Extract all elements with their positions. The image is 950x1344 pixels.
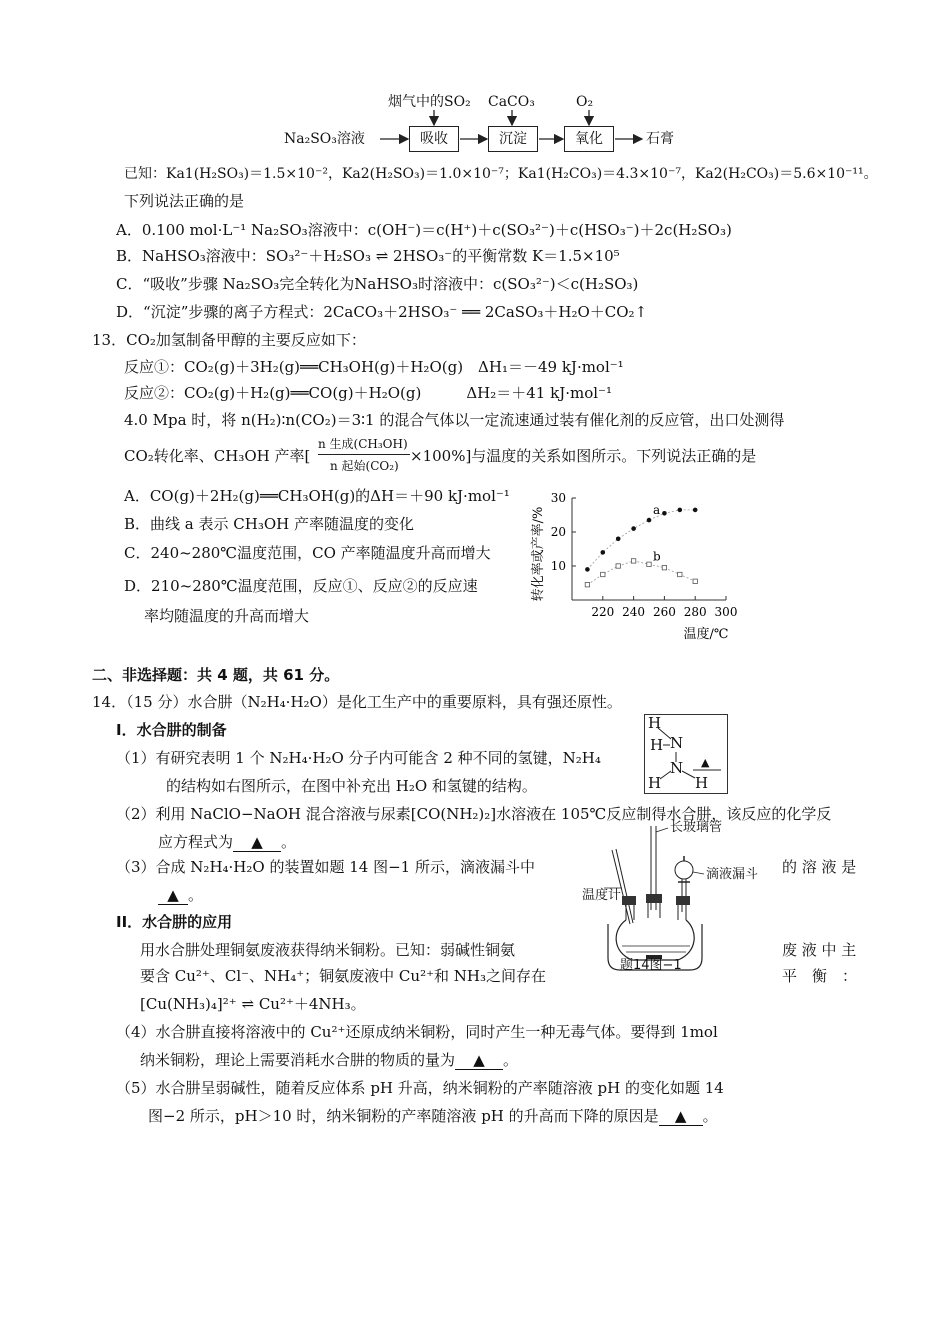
y-tick-label: 10 <box>550 559 566 573</box>
flow-input-so2: 烟气中的SO₂ <box>388 94 471 110</box>
q14-sub1-line2: 的结构如右图所示，在图中补充出 H₂O 和氢键的结构。 <box>166 777 537 795</box>
q14-sub2-text: 应方程式为 <box>158 833 234 851</box>
section-2-title: 二、非选择题：共 4 题，共 61 分。 <box>92 666 340 684</box>
punct: 。 <box>188 886 204 904</box>
x-tick-label: 300 <box>714 605 738 619</box>
q13-reaction-2: 反应②：CO₂(g)＋H₂(g)══CO(g)＋H₂O(g) ΔH₂＝＋41 kJ·mol⁻¹ <box>124 384 612 402</box>
flow-input-o2: O₂ <box>576 94 594 110</box>
q12-option-d: D．“沉淀”步骤的离子方程式：2CaCO₃＋2HSO₃⁻ ══ 2CaSO₃＋H₂O＋CO₂↑ <box>116 303 648 321</box>
series-a-line <box>587 510 695 570</box>
q13-fraction-num: n 生成(CH₃OH) <box>318 437 408 451</box>
q14-part1-heading: I．水合肼的制备 <box>116 721 227 739</box>
q12-option-c: C．“吸收”步骤 Na₂SO₃完全转化为NaHSO₃时溶液中：c(SO₃²⁻)＜c(H₂SO₃) <box>116 275 639 293</box>
x-tick-label: 260 <box>652 605 676 619</box>
q14-p-line1: 用水合肼处理铜氨废液获得纳米铜粉。已知：弱碱性铜氨 <box>140 941 516 959</box>
q14-sub5-line1: （5）水合肼呈弱碱性，随着反应体系 pH 升高，纳米铜粉的产率随溶液 pH 的变化如题 14 <box>116 1079 724 1097</box>
series-b-point <box>601 572 605 576</box>
series-b-point <box>585 583 589 587</box>
flow-end-label: 石膏 <box>646 131 674 147</box>
q13-reaction-1: 反应①：CO₂(g)＋3H₂(g)══CH₃OH(g)＋H₂O(g) ΔH₁＝－49 kJ·mol⁻¹ <box>124 358 624 376</box>
atom-n-upper: N <box>670 734 684 752</box>
q13-title: 13．CO₂加氢制备甲醇的主要反应如下： <box>92 331 366 349</box>
answer-blank: ▲ <box>659 1108 703 1126</box>
q14-sub5-text: 图−2 所示，pH＞10 时，纳米铜粉的产率随溶液 pH 的升高而下降的原因是 <box>148 1107 659 1125</box>
q13-fraction-bar <box>318 454 410 455</box>
series-a-point <box>601 550 606 555</box>
atom-n-lower: N <box>670 759 684 777</box>
q14-part2-heading: II．水合肼的应用 <box>116 913 233 931</box>
process-flow-diagram <box>280 90 700 160</box>
q13-conditions: 4.0 Mpa 时，将 n(H₂)∶n(CO₂)＝3∶1 的混合气体以一定流速通过装有催化剂的反应管，出口处测得 <box>124 411 785 429</box>
x-tick-label: 280 <box>683 605 707 619</box>
atom-h-bottom-right: H <box>695 774 709 792</box>
q13-option-a: A．CO(g)＋2H₂(g)══CH₃OH(g)的ΔH＝＋90 kJ·mol⁻¹ <box>124 487 510 505</box>
punct: 。 <box>503 1051 519 1069</box>
answer-mark-triangle: ▲ <box>701 756 710 769</box>
series-a-point <box>647 518 652 523</box>
punct: 。 <box>702 1107 718 1125</box>
series-b-point <box>616 564 620 568</box>
series-a-point <box>585 567 590 572</box>
series-b-point <box>662 566 666 570</box>
q13-option-c: C．240~280℃温度范围，CO 产率随温度升高而增大 <box>124 544 491 562</box>
flow-step-absorb: 吸收 <box>409 126 459 152</box>
q14-sub4-line2 <box>140 1050 518 1070</box>
q14-sub4-line1: （4）水合肼直接将溶液中的 Cu²⁺还原成纳米铜粉，同时产生一种无毒气体。要得到 1mol <box>116 1023 718 1041</box>
apparatus-figure <box>582 820 782 980</box>
series-b-point <box>693 579 697 583</box>
series-b-label: b <box>653 549 661 564</box>
q12-stem: 下列说法正确的是 <box>124 192 245 210</box>
y-tick-label: 20 <box>550 525 566 539</box>
q13-yield-def-end: ×100%]与温度的关系如图所示。下列说法正确的是 <box>410 447 757 465</box>
n2h4-structure-figure <box>644 714 728 794</box>
series-a-point <box>693 508 698 513</box>
q13-option-d-line1: D．210~280℃温度范围，反应①、反应②的反应速 <box>124 577 478 595</box>
series-a-point <box>662 511 667 516</box>
answer-blank: ▲ <box>233 834 281 852</box>
flow-step-oxidize: 氧化 <box>564 126 614 152</box>
answer-blank: ▲ <box>158 887 188 905</box>
x-tick-label: 240 <box>622 605 646 619</box>
series-b-point <box>647 562 651 566</box>
series-a-point <box>631 526 636 531</box>
chart-x-label: 温度/℃ <box>683 627 729 642</box>
q13-yield-def-start: CO₂转化率、CH₃OH 产率[ <box>124 447 311 465</box>
q14-p-line2-right: 平 衡 ： <box>782 967 858 985</box>
q14-sub2-line2 <box>158 832 296 852</box>
apparatus-caption: 题14图−1 <box>620 958 682 973</box>
q14-sub3-line2 <box>158 885 203 905</box>
q12-option-a: A．0.100 mol·L⁻¹ Na₂SO₃溶液中：c(OH⁻)＝c(H⁺)＋c(SO₃²⁻)＋c(HSO₃⁻)＋2c(H₂SO₃) <box>116 221 732 239</box>
x-tick-label: 220 <box>591 605 615 619</box>
series-a-point <box>616 537 621 542</box>
q12-known-constants: 已知：Ka1(H₂SO₃)＝1.5×10⁻²，Ka2(H₂SO₃)＝1.0×10⁻⁷；Ka1(H₂CO₃)＝4.3×10⁻⁷，Ka2(H₂CO₃)＝5.6×10⁻¹¹。 <box>124 166 878 182</box>
label-long-glass-tube: 长玻璃管 <box>670 820 723 835</box>
q14-sub5-line2 <box>148 1106 718 1126</box>
q13-option-b: B．曲线 a 表示 CH₃OH 产率随温度的变化 <box>124 515 414 533</box>
answer-blank: ▲ <box>455 1052 503 1070</box>
chart-y-label: 转化率或产率/% <box>531 506 546 602</box>
atom-h-top: H <box>648 714 662 732</box>
q14-p-line3: [Cu(NH₃)₄]²⁺ ⇌ Cu²⁺＋4NH₃。 <box>140 995 366 1013</box>
q13-fraction-den: n 起始(CO₂) <box>330 459 399 473</box>
conversion-yield-chart <box>526 490 746 645</box>
y-tick-label: 30 <box>550 491 566 505</box>
punct: 。 <box>281 833 297 851</box>
atom-h-bottom-left: H <box>648 774 662 792</box>
label-thermometer: 温度计 <box>582 888 622 903</box>
q14-sub2-line1: （2）利用 NaClO−NaOH 混合溶液与尿素[CO(NH₂)₂]水溶液在 105℃反应制得水合肼，该反应的化学反 <box>116 805 832 823</box>
flow-input-caco3: CaCO₃ <box>488 94 535 110</box>
flow-step-precipitate: 沉淀 <box>488 126 538 152</box>
q14-title: 14．（15 分）水合肼（N₂H₄·H₂O）是化工生产中的重要原料，具有强还原性。 <box>92 693 622 711</box>
series-a-label: a <box>653 503 661 518</box>
q14-p-line2: 要含 Cu²⁺、Cl⁻、NH₄⁺；铜氨废液中 Cu²⁺和 NH₃之间存在 <box>140 967 546 985</box>
series-b-point <box>631 559 635 563</box>
q14-sub4-text: 纳米铜粉，理论上需要消耗水合肼的物质的量为 <box>140 1051 456 1069</box>
q13-chart <box>526 490 746 645</box>
q13-option-d-line2: 率均随温度的升高而增大 <box>144 607 310 625</box>
series-b-point <box>678 572 682 576</box>
flow-start-label: Na₂SO₃溶液 <box>284 131 365 147</box>
q14-sub3-right: 的 溶 液 是 <box>782 858 857 876</box>
q14-sub3-line1: （3）合成 N₂H₄·H₂O 的装置如题 14 图−1 所示，滴液漏斗中 <box>116 858 535 876</box>
q12-option-b: B．NaHSO₃溶液中：SO₃²⁻＋H₂SO₃ ⇌ 2HSO₃⁻的平衡常数 K＝1.5×10⁵ <box>116 247 620 265</box>
atom-h-left: H <box>650 736 664 754</box>
label-dropping-funnel: 滴液漏斗 <box>706 867 759 882</box>
series-a-point <box>678 508 683 513</box>
q14-p-line1-right: 废 液 中 主 <box>782 941 857 959</box>
q14-sub1-line1: （1）有研究表明 1 个 N₂H₄·H₂O 分子内可能含 2 种不同的氢键，N₂H₄ <box>116 749 601 767</box>
